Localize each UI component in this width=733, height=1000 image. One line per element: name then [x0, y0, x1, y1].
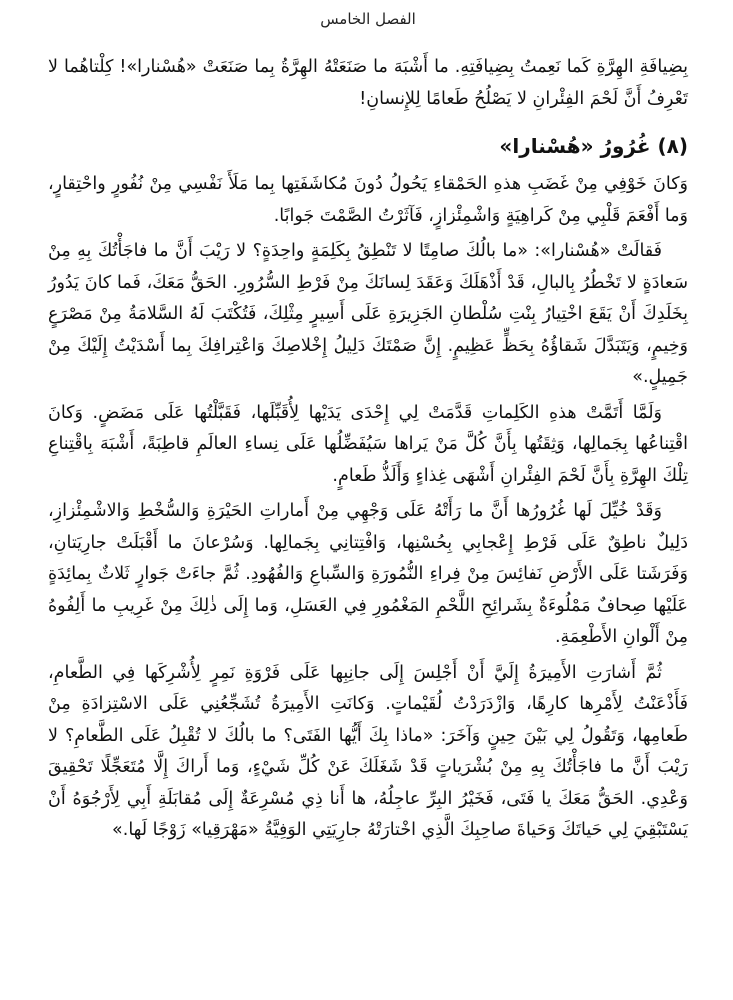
paragraph-3: وَلَمَّا أَتَمَّتْ هذهِ الكَلِماتِ قَدَّمَتْ لِي إِحْدَى يَدَيْها لِأُقَبِّلَها، فَقَبَّلْتُها عَلَى مَضَضٍ. وَكانَ اقْتِناعُها بِجَمالِها، وَثِقَتُها بِأَنَّ كُلَّ مَنْ يَراها سَيُفَضِّلُها عَلَى نِساءِ العالَمِ قاطِبَةً، أَشْبَهَ بِاقْتِناعِ تِلْكَ الهِرَّةِ بِأَنَّ لَحْمَ الفِئْرانِ أَشْهَى غِذاءٍ وَأَلَذُّ طَعامٍ. [48, 402, 688, 486]
paragraph-continued: بِضِيافَةِ الهِرَّةِ كَما نَعِمتُ بِضِيافَتِهِ. ما أَشْبَهَ ما صَنَعَتْهُ الهِرَّةُ بِما صَنَعَتْ «هُسْنارا»! كِلْتاهُما لا تَعْرِفُ أَنَّ لَحْمَ الفِئْرانِ لا يَصْلُحُ طَعامًا لِلإِنسانِ! [48, 57, 688, 109]
section-heading: (٨) غُرُورُ «هُسْنارا» [499, 134, 688, 158]
paragraph-2: فَقالَتْ «هُسْنارا»: «ما بالُكَ صامِتًا لا تَنْطِقُ بِكَلِمَةٍ واحِدَةٍ؟ لا رَيْبَ أَنَّ ما فاجَأْتُكَ بِهِ مِنْ سَعادَةٍ لا تَخْطُرُ بِالبالِ، قَدْ أَذْهَلَكَ وَعَقَدَ لِسانَكَ مِنْ فَرْطِ السُّرُورِ. الحَقُّ مَعَكَ، فَما كانَ يَدُورُ بِخَلَدِكَ أَنْ يَقَعَ اخْتِيارُ بِنْتِ سُلْطانِ الجَزِيرَةِ عَلَى أَسِيرٍ مِثْلِكَ، فَتُكْتَبَ لَهُ السَّلامَةُ مِنْ مَصْرَعٍ وَخِيمٍ، وَيَتَبَدَّلَ شَقاؤُهُ بِحَظٍّ عَظِيمٍ. إِنَّ صَمْتَكَ دَلِيلُ إِخْلاصِكَ وَاعْتِرافِكَ بِما أَسْدَيْتُ إِلَيْكَ مِنْ جَمِيلٍ.» [48, 241, 688, 387]
paragraph-1: وَكانَ خَوْفِي مِنْ غَضَبِ هذهِ الحَمْقاءِ يَحُولُ دُونَ مُكاشَفَتِها بِما مَلَأَ نَفْسِي مِنْ نُفُورٍ واحْتِقارٍ، وَما أَفْعَمَ قَلْبِي مِنْ كَراهِيَةٍ وَاشْمِئْزازٍ، فَآثَرْتُ الصَّمْتَ جَوابًا. [48, 174, 688, 226]
paragraph-5: ثُمَّ أَشارَتِ الأَمِيرَةُ إِلَيَّ أَنْ أَجْلِسَ إِلَى جانِبِها عَلَى فَرْوَةِ نَمِرٍ لِأُشْرِكَها فِي الطَّعامِ، فَأَذْعَنْتُ لِأَمْرِها كارِهًا، وَازْدَرَدْتُ لُقَيْماتٍ. وَكانَتِ الأَمِيرَةُ تُشَجِّعُنِي عَلَى الاسْتِزادَةِ مِنْ طَعامِها، وَتَقُولُ لِي بَيْنَ حِينٍ وَآخَرَ: «ماذا بِكَ أَيُّها الفَتَى؟ ما بالُكَ لا تُقْبِلُ عَلَى الطَّعامِ؟ لا رَيْبَ أَنَّ ما فاجَأْتُكَ بِهِ مِنْ بُشْرَياتٍ قَدْ شَغَلَكَ عَنْ كُلِّ شَيْءٍ، وَما أَراكَ إِلَّا مُتَعَجِّلًا تَحْقِيقَ وَعْدِي. الحَقُّ مَعَكَ يا فَتَى، فَخَيْرُ البِرِّ عاجِلُهُ، ها أَنا ذِي مُسْرِعَةٌ إِلَى مُقابَلَةِ أَبِي لِأَرْجُوَهُ أَنْ يَسْتَبْقِيَ لِي حَياتَكَ وَحَياةَ صاحِبِكَ الَّذِي اخْتارَتْهُ جارِيَتِي الوَفِيَّةُ «مَهْرَقِيا» زَوْجًا لَها.» [48, 662, 688, 840]
paragraph-4: وَقَدْ خُيِّلَ لَها غُرُورُها أَنَّ ما رَأَتْهُ عَلَى وَجْهِي مِنْ أَماراتِ الحَيْرَةِ وَالسُّخْطِ وَالاشْمِئْزازِ، دَلِيلٌ ناطِقٌ عَلَى فَرْطِ إِعْجابِي بِحُسْنِها، وَافْتِتانِي بِجَمالِها. وَسُرْعانَ ما أَقْبَلَتْ جارِيَتانِ، وَفَرَشَتا عَلَى الأَرْضِ نَفائِسَ مِنْ فِراءِ النُّمُورَةِ وَالسِّباعِ وَالفُهُودِ. ثُمَّ جاءَتْ جَوارٍ ثَلاثٌ بِمائِدَةٍ عَلَيْها صِحافٌ مَمْلُوءَةٌ بِشَرائِحِ اللَّحْمِ المَغْمُورِ فِي العَسَلِ، وَما إِلَى ذٰلِكَ مِنْ غَرِيبِ ما أَلِفُوهُ مِنْ أَلْوانِ الأَطْعِمَةِ. [48, 501, 688, 647]
running-header: الفصل الخامس [320, 10, 416, 28]
